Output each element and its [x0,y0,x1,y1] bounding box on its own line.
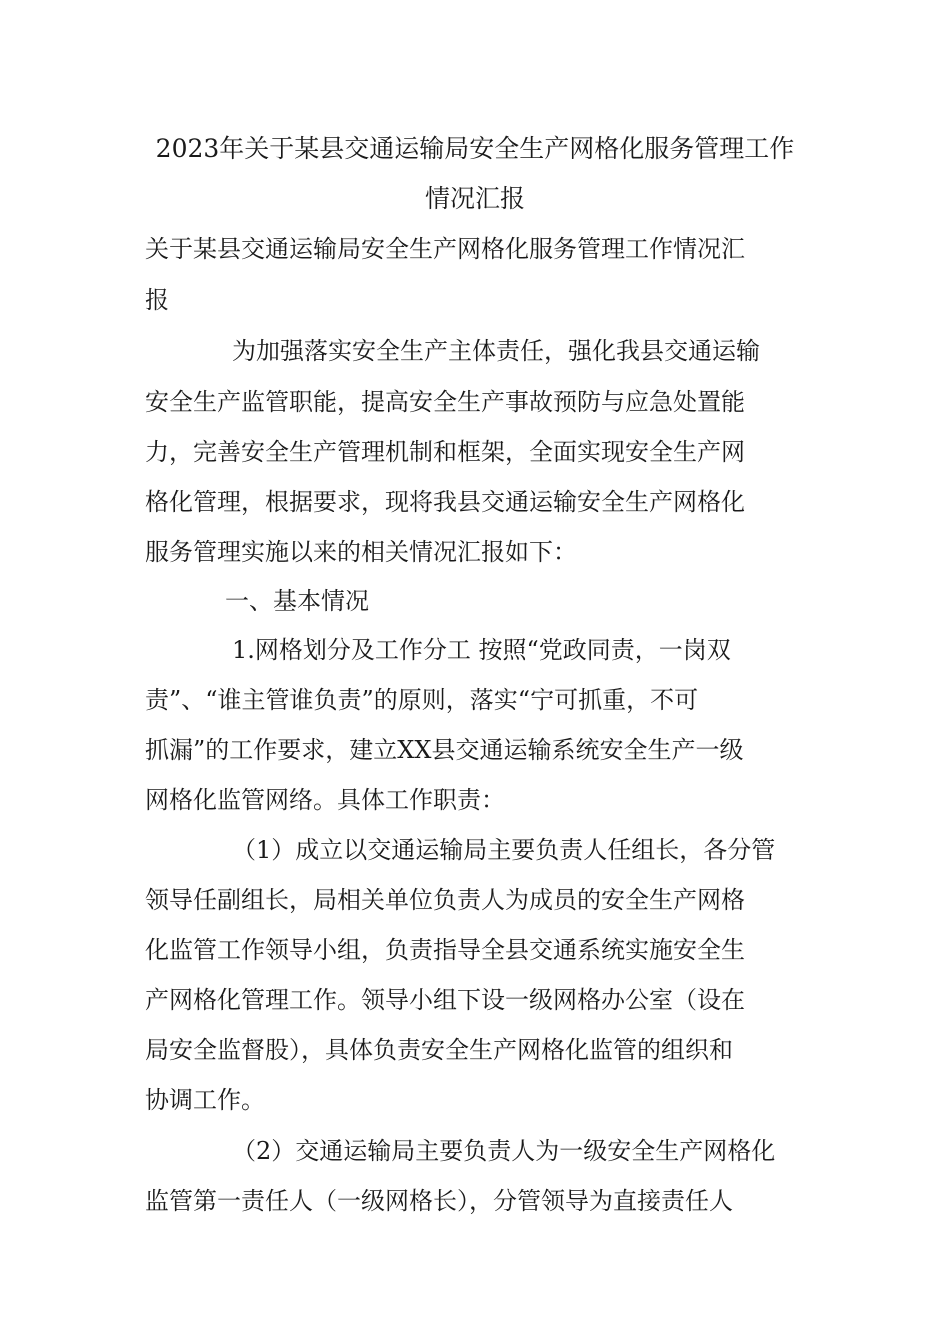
paragraph-line: 责”、“谁主管谁负责”的原则，落实“宁可抓重，不可 [145,686,699,714]
paragraph-line: 化监管工作领导小组，负责指导全县交通系统实施安全生 [145,936,745,964]
paragraph-line: 1.网格划分及工作分工 按照“党政同责，一岗双 [232,636,731,664]
document-title-line-2: 情况汇报 [424,184,525,213]
paragraph-line: 抓漏”的工作要求，建立XX县交通运输系统安全生产一级 [145,736,744,764]
paragraph-line: 格化管理，根据要求，现将我县交通运输安全生产网格化 [145,488,745,516]
paragraph-line: 服务管理实施以来的相关情况汇报如下： [145,538,577,566]
paragraph-line: 力，完善安全生产管理机制和框架，全面实现安全生产网 [145,438,745,466]
paragraph-line: 为加强落实安全生产主体责任，强化我县交通运输 [232,337,760,365]
paragraph-line: 局安全监督股），具体负责安全生产网格化监管的组织和 [145,1036,733,1064]
paragraph-line: 领导任副组长，局相关单位负责人为成员的安全生产网格 [145,886,745,914]
section-heading: 一、基本情况 [225,587,369,615]
paragraph-line: （2）交通运输局主要负责人为一级安全生产网格化 [232,1137,776,1165]
document-title-line-1: 2023年关于某县交通运输局安全生产网格化服务管理工作 [155,134,795,163]
paragraph-line: 产网格化管理工作。领导小组下设一级网格办公室（设在 [145,986,745,1014]
heading-line: 关于某县交通运输局安全生产网格化服务管理工作情况汇 [145,235,745,263]
paragraph-line: 监管第一责任人（一级网格长），分管领导为直接责任人 [145,1187,733,1215]
paragraph-line: （1）成立以交通运输局主要负责人任组长，各分管 [232,836,776,864]
heading-line: 报 [145,286,169,314]
paragraph-line: 安全生产监管职能，提高安全生产事故预防与应急处置能 [145,388,745,416]
paragraph-line: 网格化监管网络。具体工作职责： [145,786,505,814]
paragraph-line: 协调工作。 [145,1086,265,1114]
